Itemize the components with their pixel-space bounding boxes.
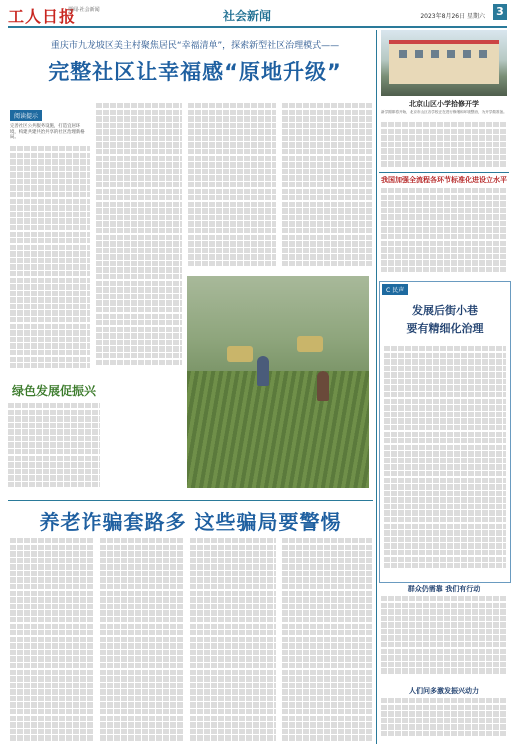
window — [415, 50, 423, 58]
masthead — [8, 4, 507, 28]
farmer — [317, 371, 329, 401]
right-story-body — [381, 188, 507, 276]
hay-bale — [297, 336, 323, 352]
lead-column-1 — [10, 146, 90, 372]
editorial-tag: 阅读提示 — [10, 110, 42, 121]
bottom-column-4 — [282, 538, 372, 744]
divider — [379, 172, 509, 173]
opinion-title-line-2: 要有精细化治理 — [406, 322, 484, 335]
editorial-text: 完善社区公共服务设施，打造宜居环境，构建共建共治共享的社区治理新格局。 — [10, 124, 85, 141]
school-building — [389, 40, 499, 84]
farmer — [257, 356, 269, 386]
lead-column-2 — [96, 103, 182, 373]
opinion-column — [379, 281, 511, 583]
green-story-title: 绿色发展促振兴 — [11, 384, 96, 398]
opinion-body — [384, 346, 506, 576]
divider — [8, 500, 373, 501]
bottom-column-3 — [190, 538, 276, 744]
green-story-body — [8, 403, 100, 491]
farm-photo — [187, 276, 369, 488]
right-subhead-2: 人们问多激发振兴动力 — [409, 687, 479, 695]
window — [447, 50, 455, 58]
issue-date: 2023年8月26日 星期六 — [420, 13, 485, 20]
window — [463, 50, 471, 58]
lead-kicker: 重庆市九龙坡区美主村聚焦居民“幸福清单”，探索新型社区治理模式—— — [50, 41, 340, 51]
window — [431, 50, 439, 58]
right-sub-body-1 — [381, 596, 507, 682]
opinion-title — [380, 302, 510, 338]
second-headline: 养老诈骗套路多 这些骗局要警惕 — [39, 510, 342, 534]
photo-caption-text: 新学期即将开始，北京市山区各学校正在进行修缮和环境整治，为开学做准备。 — [381, 110, 507, 114]
logo-subtitle: 要闻·社会新闻 — [68, 7, 100, 13]
photo-caption-title: 北京山区小学拾修开学 — [409, 100, 479, 108]
lead-headline: 完整社区让幸福感“原地升级” — [48, 60, 342, 84]
bottom-column-2 — [100, 538, 184, 744]
right-sub-body-2 — [381, 698, 507, 744]
opinion-title-line-1: 发展后街小巷 — [412, 304, 478, 317]
page-number: 3 — [493, 4, 507, 20]
lead-column-3 — [188, 103, 276, 271]
editorial-box — [10, 103, 88, 141]
green-story — [8, 382, 100, 492]
column-rule — [376, 30, 377, 744]
section-title: 社会新闻 — [223, 9, 272, 23]
window — [479, 50, 487, 58]
right-story-headline: 我国加强全流程各环节标准化进设立水平 — [381, 176, 507, 184]
bottom-column-1 — [10, 538, 94, 744]
caption-body — [381, 122, 507, 172]
right-subhead-1: 群众仍需靠 我们有行动 — [407, 585, 481, 593]
hay-bale — [227, 346, 253, 362]
opinion-tag: C 民声 — [382, 284, 408, 295]
crop-field — [187, 371, 369, 488]
lead-column-4 — [282, 103, 372, 271]
newspaper-logo: 工人日报 — [8, 7, 77, 26]
window — [399, 50, 407, 58]
school-photo — [381, 30, 507, 96]
